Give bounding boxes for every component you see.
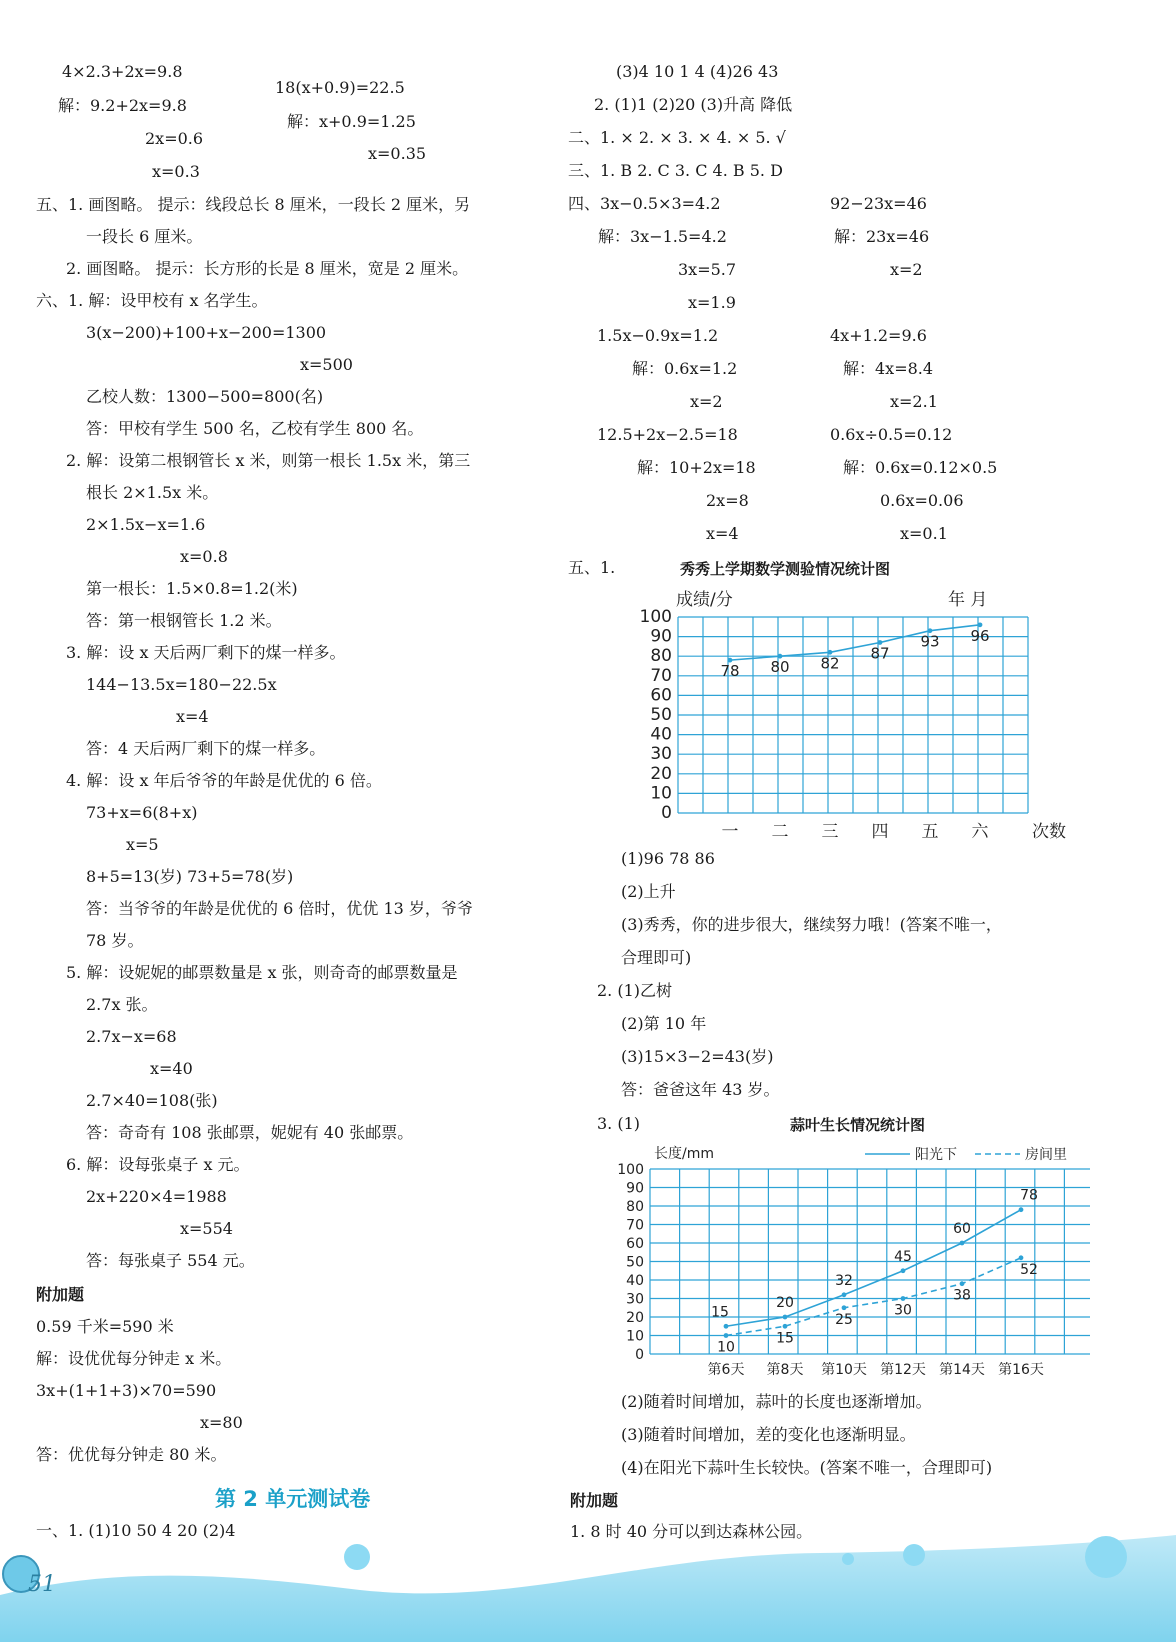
data-label: 25 [835, 1311, 853, 1328]
data-label: 20 [776, 1295, 794, 1311]
right-text-line: 0.6x=0.06 [880, 491, 964, 510]
left-text-line: 144−13.5x=180−22.5x [86, 675, 277, 694]
left-text-line: 18(x+0.9)=22.5 [275, 78, 405, 97]
right-text-line: (3)秀秀，你的进步很大，继续努力哦！(答案不唯一， [621, 915, 1002, 934]
y-tick-label: 90 [650, 626, 672, 647]
right-text-line: (3)随着时间增加，差的变化也逐渐明显。 [621, 1425, 916, 1444]
left-text-line: 6. 解：设每张桌子 x 元。 [66, 1155, 250, 1174]
data-label: 78 [1020, 1187, 1038, 1204]
right-text-line: x=0.1 [900, 524, 948, 543]
left-text-line: 根长 2×1.5x 米。 [86, 483, 219, 502]
left-text-line: 乙校人数：1300−500=800(名) [86, 387, 324, 406]
footer-wave-decoration [0, 1535, 1176, 1642]
data-label: 78 [720, 662, 740, 681]
data-point [724, 1333, 729, 1338]
chart1-score-line-chart [610, 580, 1070, 842]
data-label: 87 [870, 644, 890, 663]
y-axis-label: 长度/mm [654, 1146, 714, 1162]
x-tick-label: 第10天 [821, 1362, 867, 1378]
y-tick-label: 60 [626, 1236, 644, 1252]
data-label: 10 [717, 1339, 735, 1356]
right-text-line: (2)随着时间增加，蒜叶的长度也逐渐增加。 [621, 1392, 932, 1411]
right-text-line: 二、1. × 2. × 3. × 4. × 5. √ [568, 128, 786, 147]
right-text-line: 解：3x−1.5=4.2 [598, 227, 727, 246]
x-tick-label: 第16天 [998, 1362, 1044, 1378]
chart1-title: 秀秀上学期数学测验情况统计图 [680, 560, 891, 578]
left-text-line: x=0.8 [180, 547, 228, 566]
data-label: 32 [835, 1272, 853, 1289]
data-point [1019, 1207, 1024, 1212]
data-point [842, 1305, 847, 1310]
y-axis-label: 成绩/分 [676, 590, 733, 610]
y-tick-label: 50 [626, 1254, 644, 1271]
data-label: 15 [711, 1304, 729, 1321]
page-number: 51 [28, 1572, 56, 1597]
left-text-line: x=500 [300, 355, 353, 374]
data-label: 45 [894, 1248, 912, 1265]
right-text-line: (2)上升 [621, 882, 676, 901]
y-tick-label: 20 [650, 763, 672, 784]
data-label: 52 [1020, 1261, 1038, 1278]
right-text-line: (2)第 10 年 [621, 1014, 707, 1033]
data-point [842, 1292, 847, 1297]
series-line-阳光下 [726, 1210, 1021, 1327]
right-text-line: 答：爸爸这年 43 岁。 [621, 1080, 780, 1099]
left-text-line: 3x+(1+1+3)×70=590 [36, 1381, 217, 1400]
left-text-line: x=554 [180, 1219, 233, 1238]
data-label: 93 [920, 632, 940, 651]
y-tick-label: 50 [650, 705, 672, 725]
right-text-line: x=4 [706, 524, 739, 543]
left-text-line: 2x=0.6 [145, 129, 204, 148]
y-tick-label: 80 [626, 1199, 644, 1215]
left-text-line: 5. 解：设妮妮的邮票数量是 x 张，则奇奇的邮票数量是 [66, 963, 458, 982]
right-text-line: 解：23x=46 [834, 227, 930, 246]
data-label: 60 [953, 1221, 971, 1237]
chart2-garlic-growth-chart [610, 1136, 1090, 1386]
y-tick-label: 40 [650, 724, 672, 745]
right-text-line: x=1.9 [688, 293, 736, 312]
x-tick-label: 四 [871, 822, 889, 842]
y-tick-label: 60 [650, 685, 672, 706]
data-point [1019, 1255, 1024, 1260]
right-text-line: (4)在阳光下蒜叶生长较快。(答案不唯一，合理即可) [621, 1458, 993, 1477]
left-text-line: x=5 [126, 835, 159, 854]
y-tick-label: 0 [661, 803, 672, 823]
left-text-line: 六、1. 解：设甲校有 x 名学生。 [36, 291, 268, 310]
right-text-line: 解：10+2x=18 [637, 458, 756, 477]
right-text-line: 2. (1)乙树 [597, 981, 673, 1000]
left-text-line: 答：4 天后两厂剩下的煤一样多。 [86, 739, 326, 758]
left-text-line: 答：每张桌子 554 元。 [86, 1251, 255, 1270]
left-text-line: 0.59 千米=590 米 [36, 1317, 174, 1336]
legend-label: 房间里 [1025, 1147, 1067, 1163]
left-text-line: 解：x+0.9=1.25 [287, 112, 416, 131]
right-text-line: 解：0.6x=0.12×0.5 [843, 458, 998, 477]
left-text-line: x=0.35 [368, 144, 427, 163]
left-text-line: 2.7x 张。 [86, 995, 158, 1014]
data-label: 96 [970, 626, 990, 645]
left-text-line: 答：奇奇有 108 张邮票，妮妮有 40 张邮票。 [86, 1123, 414, 1142]
data-point [960, 1281, 965, 1286]
chart2-title: 蒜叶生长情况统计图 [790, 1116, 926, 1134]
x-tick-label: 三 [821, 822, 839, 842]
data-point [901, 1268, 906, 1273]
y-tick-label: 10 [650, 783, 672, 804]
x-tick-label: 第8天 [766, 1362, 804, 1378]
right-text-line: 4x+1.2=9.6 [830, 326, 927, 345]
data-point [783, 1315, 788, 1320]
left-text-line: 解：9.2+2x=9.8 [58, 96, 187, 115]
right-text-line: 3x=5.7 [678, 260, 737, 279]
right-text-line: (3)4 10 1 4 (4)26 43 [616, 62, 779, 81]
left-text-line: 2x+220×4=1988 [86, 1187, 227, 1206]
left-text-line: 一、1. (1)10 50 4 20 (2)4 [36, 1521, 236, 1540]
data-label: 38 [953, 1287, 971, 1304]
right-text-line: 五、1. [568, 558, 616, 577]
left-text-line: 2. 解：设第二根钢管长 x 米，则第一根长 1.5x 米，第三 [66, 451, 471, 470]
data-label: 80 [770, 658, 790, 677]
y-tick-label: 100 [639, 607, 672, 627]
data-point [724, 1324, 729, 1329]
data-point [901, 1296, 906, 1301]
right-text-line: 1.5x−0.9x=1.2 [597, 326, 719, 345]
data-label: 30 [894, 1302, 912, 1319]
x-tick-label: 第12天 [880, 1362, 926, 1378]
left-text-line: 4×2.3+2x=9.8 [62, 62, 183, 81]
data-point [783, 1324, 788, 1329]
left-text-line: 解：设优优每分钟走 x 米。 [36, 1349, 232, 1368]
y-tick-label: 70 [626, 1217, 644, 1234]
right-text-line: 3. (1) [597, 1114, 641, 1133]
y-tick-label: 30 [626, 1291, 644, 1308]
left-text-line: 附加题 [36, 1285, 85, 1304]
right-text-line: 附加题 [570, 1491, 619, 1510]
right-text-line: 0.6x÷0.5=0.12 [830, 425, 953, 444]
right-text-line: 合理即可) [621, 948, 692, 967]
y-tick-label: 20 [626, 1310, 644, 1326]
x-tick-label: 一 [721, 822, 739, 842]
left-text-line: 答：第一根钢管长 1.2 米。 [86, 611, 282, 630]
left-text-line: 73+x=6(8+x) [86, 803, 198, 822]
right-text-line: 2. (1)1 (2)20 (3)升高 降低 [594, 95, 793, 114]
unit-test-title: 第 2 单元测试卷 [215, 1487, 371, 1511]
right-text-line: 2x=8 [706, 491, 749, 510]
data-point [960, 1241, 965, 1246]
left-text-line: 2×1.5x−x=1.6 [86, 515, 206, 534]
left-text-line: 答：当爷爷的年龄是优优的 6 倍时，优优 13 岁，爷爷 [86, 899, 473, 918]
series-line-成绩 [730, 625, 980, 663]
y-tick-label: 0 [635, 1347, 644, 1363]
right-text-line: 1. 8 时 40 分可以到达森林公园。 [570, 1522, 813, 1541]
right-text-line: 三、1. B 2. C 3. C 4. B 5. D [568, 161, 783, 180]
data-label: 15 [776, 1330, 794, 1347]
right-text-line: 解：0.6x=1.2 [632, 359, 738, 378]
right-text-line: 四、3x−0.5×3=4.2 [568, 194, 721, 213]
date-label: 年 月 [948, 590, 988, 610]
left-text-line: 一段长 6 厘米。 [86, 227, 203, 246]
left-text-line: 五、1. 画图略。 提示：线段总长 8 厘米，一段长 2 厘米，另 [36, 195, 471, 214]
left-text-line: x=0.3 [152, 162, 200, 181]
left-text-line: 78 岁。 [86, 931, 144, 950]
left-text-line: 3. 解：设 x 天后两厂剩下的煤一样多。 [66, 643, 346, 662]
left-text-line: 4. 解：设 x 年后爷爷的年龄是优优的 6 倍。 [66, 771, 382, 790]
y-tick-label: 40 [626, 1273, 644, 1289]
series-line-房间里 [726, 1258, 1021, 1336]
y-tick-label: 70 [650, 665, 672, 686]
left-text-line: 2.7×40=108(张) [86, 1091, 218, 1110]
x-axis-label: 次数 [1032, 822, 1066, 842]
x-tick-label: 第14天 [939, 1362, 985, 1378]
left-text-line: 3(x−200)+100+x−200=1300 [86, 323, 327, 342]
right-text-line: x=2 [890, 260, 923, 279]
left-text-line: 答：优优每分钟走 80 米。 [36, 1445, 227, 1464]
y-tick-label: 30 [650, 744, 672, 765]
x-tick-label: 二 [771, 822, 789, 842]
x-tick-label: 六 [971, 822, 989, 842]
left-text-line: 答：甲校有学生 500 名，乙校有学生 800 名。 [86, 419, 424, 438]
y-tick-label: 100 [617, 1162, 644, 1178]
left-text-line: x=40 [150, 1059, 193, 1078]
left-text-line: 第一根长：1.5×0.8=1.2(米) [86, 579, 298, 598]
right-text-line: 12.5+2x−2.5=18 [597, 425, 738, 444]
right-text-line: x=2 [690, 392, 723, 411]
legend-label: 阳光下 [915, 1147, 957, 1163]
right-text-line: 解：4x=8.4 [843, 359, 934, 378]
left-text-line: x=80 [200, 1413, 243, 1432]
left-text-line: 2.7x−x=68 [86, 1027, 177, 1046]
x-tick-label: 第6天 [707, 1362, 745, 1378]
right-text-line: 92−23x=46 [830, 194, 927, 213]
right-text-line: x=2.1 [890, 392, 938, 411]
y-tick-label: 90 [626, 1180, 644, 1197]
x-tick-label: 五 [921, 822, 939, 842]
left-text-line: 8+5=13(岁) 73+5=78(岁) [86, 867, 294, 886]
right-text-line: (1)96 78 86 [621, 849, 715, 868]
left-text-line: 2. 画图略。 提示：长方形的长是 8 厘米，宽是 2 厘米。 [66, 259, 469, 278]
y-tick-label: 10 [626, 1328, 644, 1345]
y-tick-label: 80 [650, 646, 672, 667]
right-text-line: (3)15×3−2=43(岁) [621, 1047, 774, 1066]
left-text-line: x=4 [176, 707, 209, 726]
data-label: 82 [820, 654, 840, 673]
